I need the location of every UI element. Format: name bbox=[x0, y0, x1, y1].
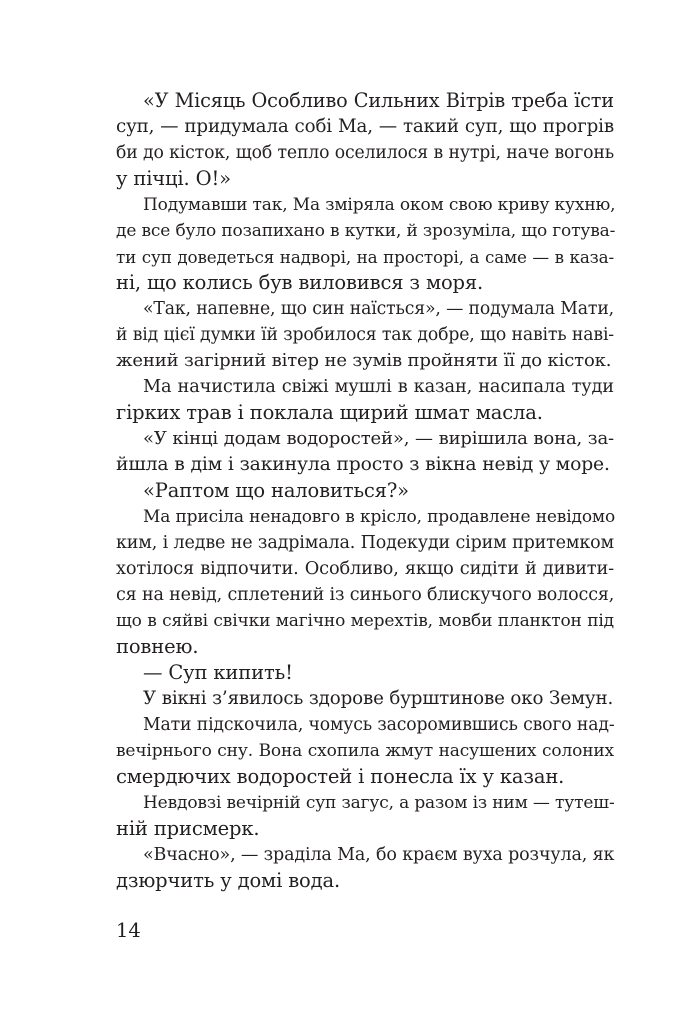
text-line: ні, що колись був виловився з моря. bbox=[116, 271, 484, 294]
text-line: «Вчасно», — зраділа Ма, бо краєм вуха розчула, як bbox=[143, 845, 615, 865]
text-line: — Суп кипить! bbox=[143, 661, 293, 684]
text-line: ся на невід, сплетений із синього блискучого волосся, bbox=[116, 585, 615, 605]
text-line: «У кінці додам водоростей», — вирішила вона, за- bbox=[143, 428, 614, 449]
text-line: що в сяйві свічки магічно мерехтів, мовби планктон під bbox=[116, 611, 614, 631]
text-line: вечірнього сну. Вона схопила жмут насушених солоних bbox=[116, 741, 614, 761]
text-line: повнею. bbox=[116, 635, 199, 658]
page-number: 14 bbox=[116, 919, 141, 942]
text-line: хотілося відпочити. Особливо, якщо сидіти й дивити- bbox=[116, 559, 614, 579]
text-line: смердючих водоростей і понесла їх у казан. bbox=[116, 765, 565, 788]
text-line: ній присмерк. bbox=[116, 817, 260, 840]
text-line: Ма присіла ненадовго в крісло, продавлене невідомо bbox=[143, 507, 616, 527]
text-line: суп, — придумала собі Ма, — такий суп, що прогрів bbox=[116, 116, 614, 137]
text-line: де все було позапихано в кутки, й зрозуміла, що готува- bbox=[116, 221, 616, 241]
text-line: й від цієї думки їй зробилося так добре, що навіть наві- bbox=[116, 325, 614, 345]
text-line: Подумавши так, Ма зміряла оком свою криву кухню, bbox=[143, 195, 616, 215]
text-line: ким, і ледве не задрімала. Подекуди сірим притемком bbox=[116, 533, 614, 553]
text-line: «У Місяць Особливо Сильних Вітрів треба їсти bbox=[143, 89, 614, 112]
text-line: йшла в дім і закинула просто з вікна невід у море. bbox=[116, 454, 610, 475]
text-line: гірких трав і поклала щирий шмат масла. bbox=[116, 401, 543, 424]
text-line: «Так, напевне, що син наїсться», — подумала Мати, bbox=[143, 299, 614, 319]
text-line: «Раптом що наловиться?» bbox=[143, 479, 409, 502]
text-line: Ма начистила свіжі мушлі в казан, насипала туди bbox=[143, 377, 614, 397]
text-line: Невдовзі вечірній суп загус, а разом із ним — тутеш- bbox=[143, 793, 615, 813]
text-line: би до кісток, щоб тепло оселилося в нутрі, наче вогонь bbox=[116, 143, 614, 163]
text-line: жений загірний вітер не зумів пройняти її до кісток. bbox=[116, 350, 612, 371]
text-line: у пічці. О!» bbox=[116, 167, 231, 190]
text-line: У вікні з’явилось здорове бурштинове око Земун. bbox=[143, 688, 614, 709]
text-line: дзюрчить у домі вода. bbox=[116, 869, 341, 892]
text-line: Мати підскочила, чомусь засоромившись свого над- bbox=[143, 715, 615, 735]
text-line: ти суп доведеться надворі, на просторі, а саме — в каза- bbox=[116, 247, 614, 267]
